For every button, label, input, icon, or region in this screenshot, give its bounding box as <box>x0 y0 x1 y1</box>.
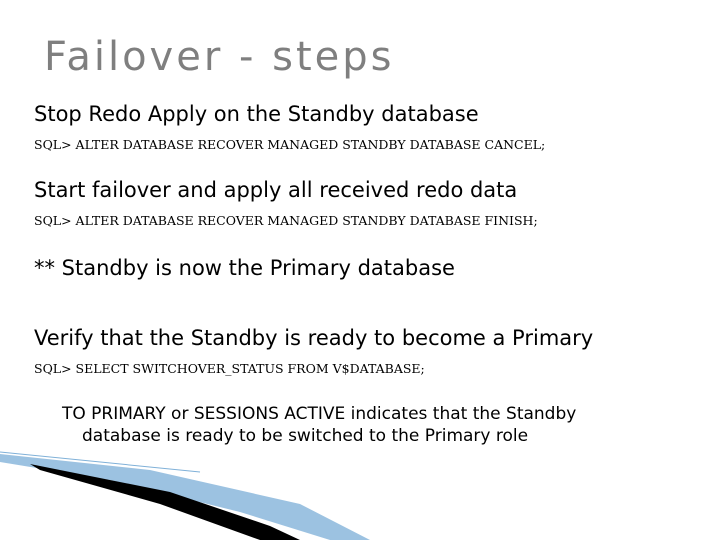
slide-title: Failover - steps <box>44 34 395 80</box>
sql-command-select-status: SQL> SELECT SWITCHOVER_STATUS FROM V$DATABASE; <box>34 361 425 376</box>
status-note-line-1: TO PRIMARY or SESSIONS ACTIVE indicates that the Standby <box>62 404 577 424</box>
step-heading-stop-redo: Stop Redo Apply on the Standby database <box>34 102 479 126</box>
swoosh-light-band <box>0 454 370 540</box>
sql-command-cancel: SQL> ALTER DATABASE RECOVER MANAGED STANDBY DATABASE CANCEL; <box>34 137 546 152</box>
step-heading-start-failover: Start failover and apply all received redo data <box>34 178 518 202</box>
step-heading-standby-is-primary: ** Standby is now the Primary database <box>34 256 455 280</box>
decorative-swoosh <box>0 440 720 540</box>
status-note-line-2: database is ready to be switched to the Primary role <box>82 426 529 446</box>
sql-command-finish: SQL> ALTER DATABASE RECOVER MANAGED STANDBY DATABASE FINISH; <box>34 213 538 228</box>
step-heading-verify: Verify that the Standby is ready to become a Primary <box>34 326 594 350</box>
